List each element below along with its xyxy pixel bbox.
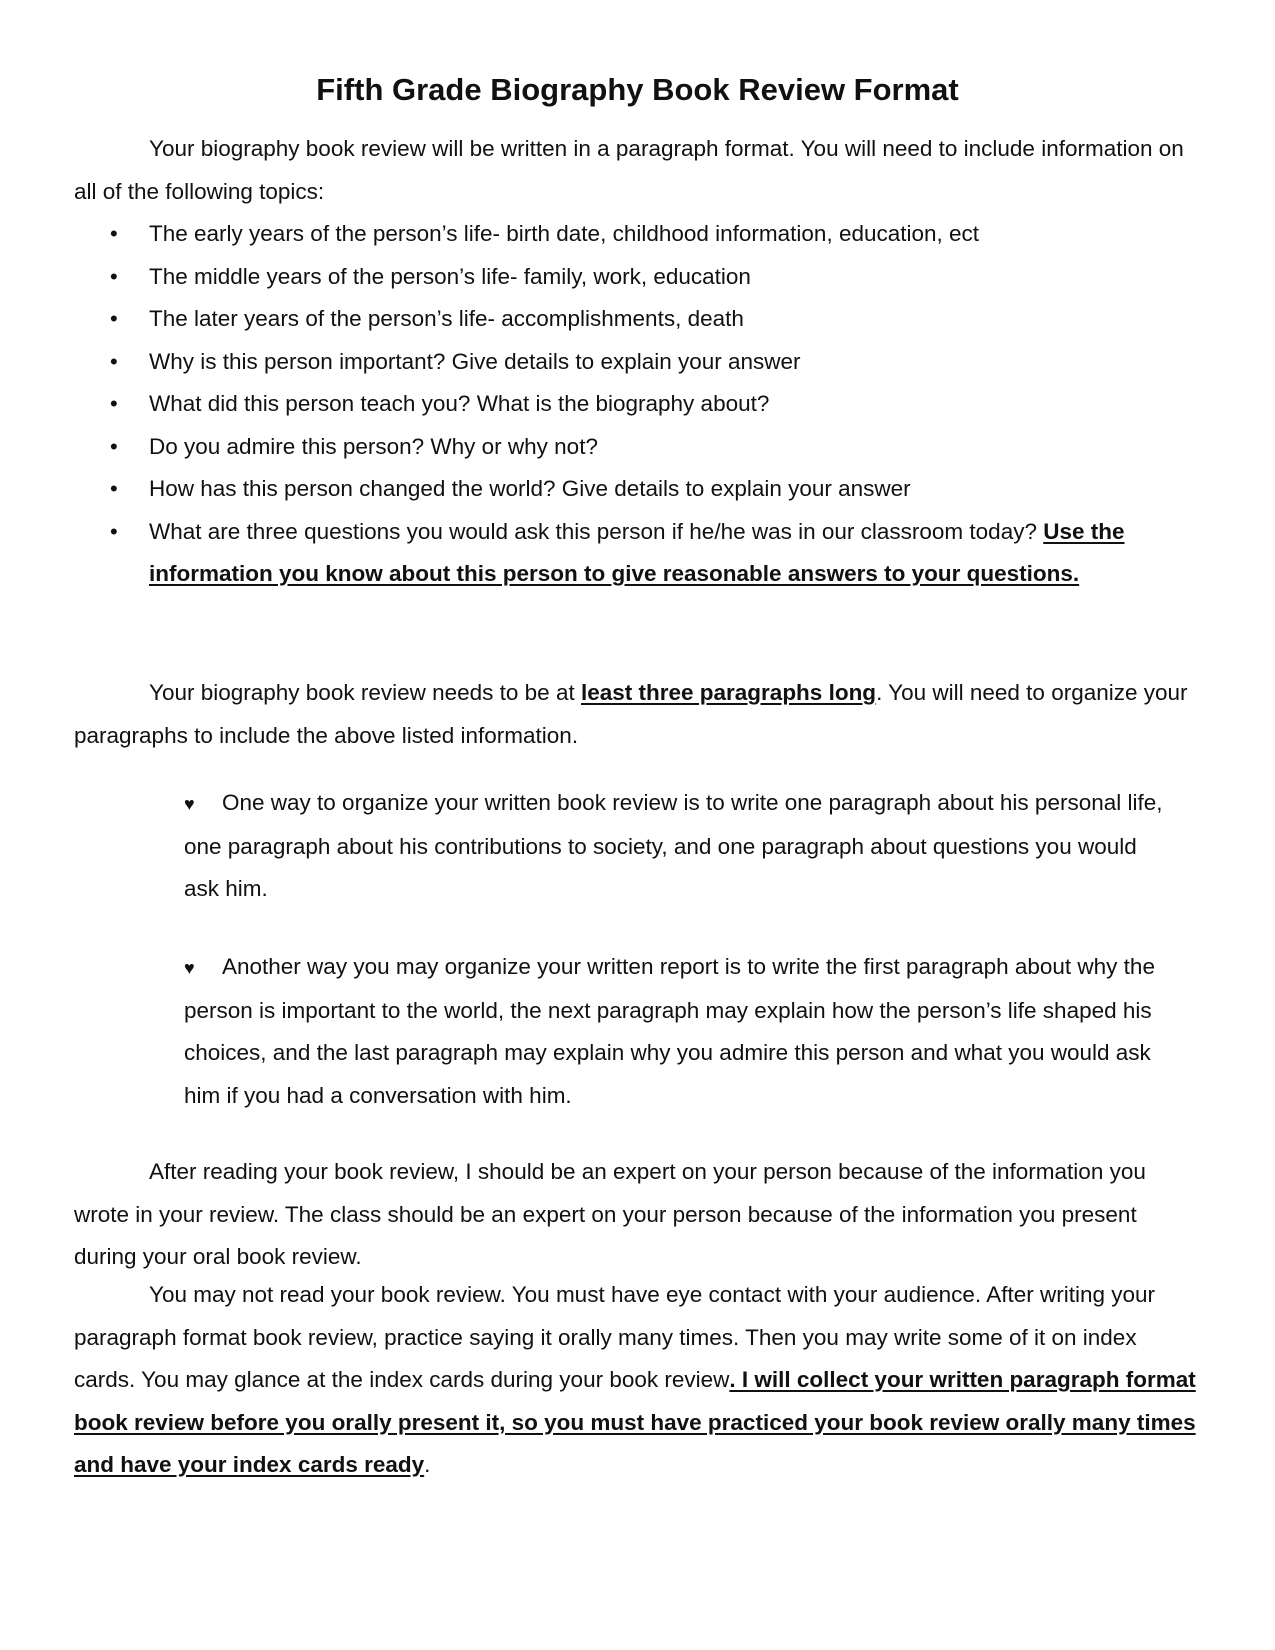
heart-icon: ♥ [184,794,195,814]
bullet-icon: • [110,348,118,374]
practice-paragraph [74,1274,1204,1487]
list-item [74,341,1204,384]
expert-paragraph [74,1151,1204,1279]
topic-text: How has this person changed the world? Give details to explain your answer [149,476,911,501]
list-item [74,298,1204,341]
practice-emphasis: . I will collect your written paragraph format book review before you orally present it, so you must have practiced your book review orally many times and have your index cards ready [74,1367,1196,1477]
length-paragraph [74,672,1204,757]
intro-paragraph [74,128,1204,213]
topic-text: The early years of the person’s life- birth date, childhood information, education, ect [149,221,980,246]
intro-text: Your biography book review will be written in a paragraph format. You will need to include information on all of the following topics: [74,136,1184,204]
list-item [74,213,1204,256]
length-text-before: Your biography book review needs to be at [149,680,581,705]
length-emphasis: least three paragraphs long [580,680,877,705]
topic-text: Do you admire this person? Why or why not? [149,433,598,459]
length-text-after: . You will need to organize your paragraphs to include the above listed information. [74,680,1188,748]
topic-text: What did this person teach you? What is the biography about? [149,391,770,416]
practice-text-after: . [424,1452,431,1477]
expert-text: After reading your book review, I should be an expert on your person because of the information you wrote in your review. The class should be an expert on your person because of the information you present during your oral book review. [74,1159,1146,1269]
practice-text-before: You may not read your book review. You must have eye contact with your audience. After writing your paragraph format book review, practice saying it orally many times. Then you may write some of it on index cards. You may glance at the index cards during your book review [74,1282,1155,1392]
emphasis-text: Use the information you know about this person to give reasonable answers to your questions. [149,518,1125,586]
list-item [74,468,1204,511]
bullet-icon: • [110,306,118,331]
topic-text: Why is this person important? Give details to explain your answer [149,348,801,374]
document-title: Fifth Grade Biography Book Review Format [316,72,959,107]
topic-text: The later years of the person’s life- accomplishments, death [149,306,744,331]
bullet-icon: • [110,476,118,501]
organization-option-2 [184,946,1174,1117]
list-item [74,426,1204,469]
bullet-icon: • [110,518,118,544]
topic-text: The middle years of the person’s life- family, work, education [149,263,751,289]
option-text: One way to organize your written book review is to write one paragraph about his personal life, one paragraph about his contributions to society, and one paragraph about questions you would ask him. [184,790,1163,901]
topics-list [74,213,1204,596]
list-item [74,256,1204,299]
bullet-icon: • [110,391,118,416]
bullet-icon: • [110,433,118,459]
option-text: Another way you may organize your written report is to write the first paragraph about why the person is important to the world, the next paragraph may explain how the person’s life shaped his choices, and the last paragraph may explain why you admire this person and what you would ask him if you had a conversation with him. [184,954,1155,1108]
heart-icon: ♥ [184,958,195,978]
organization-option-1 [184,782,1174,911]
list-item [74,511,1204,596]
bullet-icon: • [110,221,118,246]
list-item [74,383,1204,426]
bullet-icon: • [110,263,118,289]
topic-text: What are three questions you would ask this person if he/he was in our classroom today? [149,518,1044,544]
